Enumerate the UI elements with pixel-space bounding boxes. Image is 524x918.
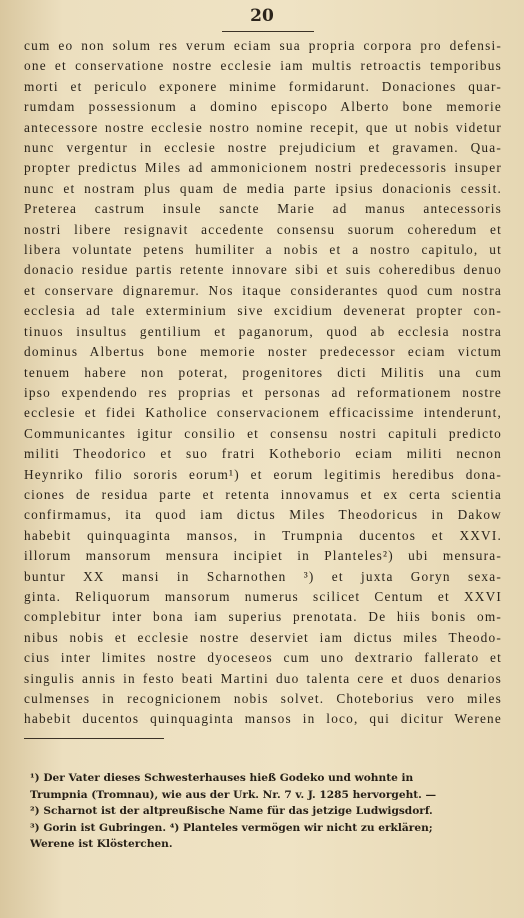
text-line: ecclesie et fidei Katholice conservacionem efficacissime intenderunt, [24,405,502,421]
text-line: militi Theodorico et suo fratri Kotheborio eciam militi necnon [24,446,502,462]
text-line: et conservare dignaremur. Nos itaque considerantes quod cum nostra [24,282,502,298]
text-line: tenuem habere non poterat, progenitores dicti Militis una cum [24,364,502,380]
text-line: buntur XX mansi in Scharnothen ³) et juxta Goryn sexa- [24,568,502,584]
text-line: donacio residue partis retente innovare sibi et suis coheredibus denuo [24,262,502,278]
footnote-line: ¹) Der Vater dieses Schwesterhauses hieß Godeko und wohnte in [30,772,414,784]
text-line: cum eo non solum res verum eciam sua propria corpora pro defensi- [24,38,502,53]
text-line: ecclesia ad tale exterminium sive excidium devenerat propter con- [24,303,502,319]
text-line: ipso expendendo res proprias et personas ad reformationem nostre [24,384,502,400]
text-line: ginta. Reliquorum mansorum numerus scilicet Centum et XXVI [24,588,502,604]
footnote-line: Werene ist Klösterchen. [30,838,173,851]
footnote-line: Trumpnia (Tromnau), wie aus der Urk. Nr. 7 v. J. 1285 hervorgeht. — [30,788,437,801]
text-line: Heynriko filio sororis eorum¹) et eorum legitimis heredibus dona- [24,466,502,482]
text-line: confirmamus, ita quod iam dictus Miles Theodoricus in Dakow [24,507,502,523]
footnotes [30,770,500,853]
text-line: morti et periculo exponere minime formidarunt. Donaciones quar- [24,78,502,94]
text-line: nunc et nostram plus quam de media parte ipsius donacionis cessit. [24,180,502,196]
text-line: nunc vergentur in ecclesie nostre prejudicium et gravamen. Qua- [24,140,502,156]
text-line: ciones de residua parte et retenta innovamus et ex certa scientia [24,486,502,502]
text-line: tinuos insultus gentilium et paganorum, quod ab ecclesia nostra [24,323,502,339]
body-text [24,36,502,730]
text-line: singulis annis in festo beati Martini duo talenta cere et duos denarios [24,670,502,686]
text-line: one et conservatione nostre ecclesie iam multis retroactis temporibus [24,58,502,74]
footnote-rule [24,738,164,739]
text-line: Communicantes igitur consilio et consensu nostri capituli predicto [24,425,502,441]
text-line: libera voluntate petens humiliter a nobis et a nostro capitulo, ut [24,242,502,258]
text-line: complebitur inter bona iam superius prenotata. De hiis bonis om- [24,609,502,625]
text-line: nibus nobis et ecclesie nostre deserviet iam dictus miles Theodo- [24,629,502,645]
text-line: cius inter limites nostre dyoceseos cum uno dextrario fallerato et [24,650,502,666]
text-line: culmenses in recognicionem nobis solvet. Choteborius vero miles [24,691,502,706]
text-line: habebit quinquaginta mansos, in Trumpnia ducentos et XXVI. [24,527,502,543]
footnote-line: ²) Scharnot ist der altpreußische Name für das jetzige Ludwigsdorf. [30,805,433,818]
text-line: rumdam possessionum a domino episcopo Alberto bone memorie [24,99,502,115]
text-line: habebit ducentos quinquaginta mansos in loco, qui dicitur Werene [24,711,502,727]
text-line: Preterea castrum insule sancte Marie ad manus antecessoris [24,201,502,217]
page-number: 20 [250,6,274,26]
footnote-line: ³) Gorin ist Gubringen. ⁴) Planteles vermögen wir nicht zu erklären; [30,821,433,834]
header-rule [222,31,314,32]
text-line: nostri libere resignavit accedente consensu suorum coheredum et [24,221,502,237]
text-line: illorum mansorum mensura incipiet in Planteles²) ubi mensura- [24,548,502,564]
text-line: antecessore nostre ecclesie nostro nomine recepit, que ut nobis videtur [24,119,502,135]
text-line: propter predictus Miles ad ammonicionem nostri predecessoris insuper [24,160,502,176]
text-line: dominus Albertus bone memorie noster predecessor eciam victum [24,344,502,360]
